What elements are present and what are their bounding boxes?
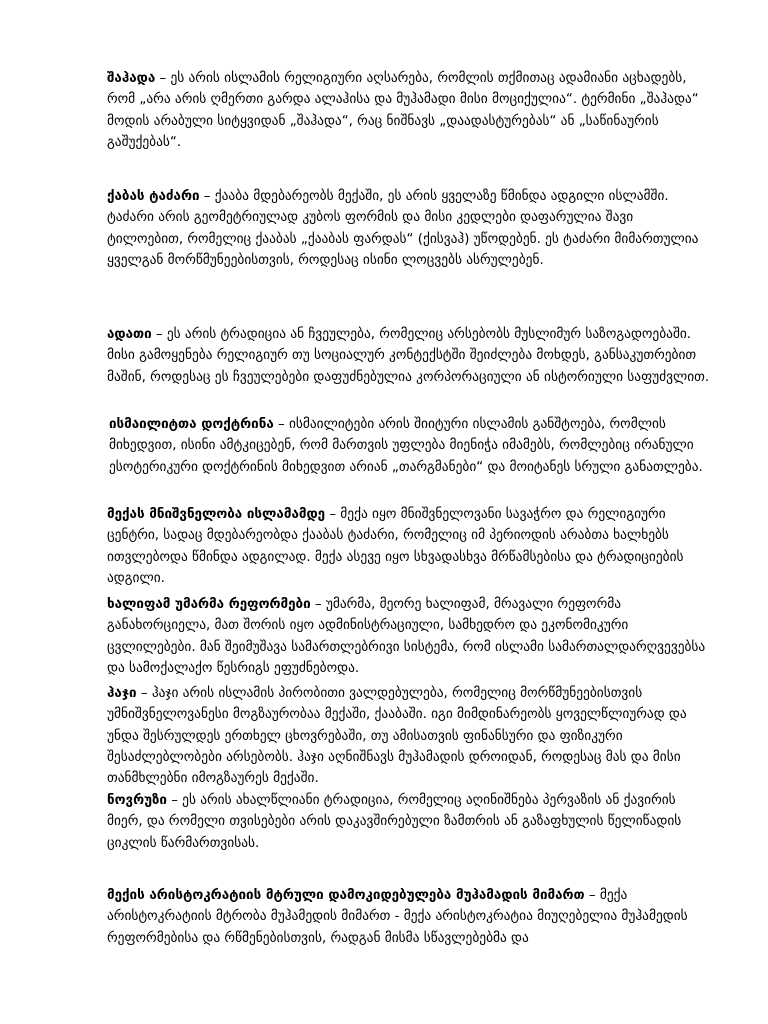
entry-mecca-before-islam bbox=[107, 504, 711, 589]
entry-shahada bbox=[107, 68, 711, 153]
entry-ismaili-doctrine bbox=[109, 414, 713, 478]
entry-term: ქაბას ტაძარი bbox=[107, 189, 200, 204]
entry-text: – ეს არის ისლამის რელიგიური აღსარება, რომლის თქმითაც ადამიანი აცხადებს, რომ „არა არის ღმერთი გარდა ალაჰისა და მუჰამადი მისი მოციქულია“. ტერმინი „შაჰადა“ მოდის არაბული სიტყვიდან „შაჰადა“, რაც ნიშნავს „დაადასტურებას“ ან „საწინაურის გაშუქებას“. bbox=[107, 71, 699, 150]
entry-term: ადათი bbox=[107, 327, 152, 342]
entry-nowruz bbox=[107, 790, 711, 854]
entry-text: – უმარმა, მეორე ხალიფამ, მრავალი რეფორმა განახორციელა, მათ შორის იყო ადმინისტრაციული, სამხედრო და ეკონომიკური ცვლილებები. მან შეიმუშავა სამართლებრივი სისტემა, რომ ისლამი სამართალდარღვევებსა და სამოქალაქო წესრიგს ეფუძნებოდა. bbox=[107, 597, 706, 676]
entry-term: ნოვრუზი bbox=[107, 793, 167, 808]
entry-term: ისმაილიტთა დოქტრინა bbox=[109, 417, 274, 432]
entry-text: – მექა არისტოკრატიის მტრობა მუჰამედის მიმართ - მექა არისტოკრატია მიუღებელია მუჰამედის რეფორმებისა და რწმენებისთვის, რადგან მისმა სწავლებებმა და bbox=[107, 888, 688, 946]
entry-term: მექის არისტოკრატიის მტრული დამოკიდებულება მუჰამადის მიმართ bbox=[107, 888, 585, 903]
entry-adat bbox=[107, 324, 711, 388]
entry-text: – ეს არის ტრადიცია ან ჩვეულება, რომელიც არსებობს მუსლიმურ საზოგადოებაში. მისი გამოყენება რელიგიურ თუ სოციალურ კონტექსტში შეიძლება მოხდეს, განსაკუთრებით მაშინ, როდესაც ეს ჩვეულებები დაფუძნებულია კორპორაციული ან ისტორიული საფუძვლით. bbox=[107, 327, 710, 385]
entry-text: – მექა იყო მნიშვნელოვანი სავაჭრო და რელიგიური ცენტრი, სადაც მდებარეობდა ქააბას ტაძარი, რომელიც იმ პერიოდის არაბთა ხალხებს ითვლებოდა წმინდა ადგილად. მექა ასევე იყო სხვადასხვა მრწამსებისა და ტრადიციების ადგილი. bbox=[107, 507, 684, 586]
entry-text: – ეს არის ახალწლიანი ტრადიცია, რომელიც აღინიშნება პერვაზის ან ქავირის მიერ, და რომელი თვისებები არის დაკავშირებული ზამთრის ან გაზაფხულის წელიწადის ციკლის წარმართვისას. bbox=[107, 793, 682, 851]
entry-term: მექას მნიშვნელობა ისლამამდე bbox=[107, 507, 326, 522]
entry-kaaba bbox=[107, 186, 711, 271]
entry-umar-reforms bbox=[107, 594, 711, 679]
entry-term: ხალიფამ უმარმა რეფორმები bbox=[107, 597, 311, 612]
entry-text: – ჰაჯი არის ისლამის პირობითი ვალდებულება, რომელიც მორწმუნეებისთვის უმნიშვნელოვანესი მოგზაურობაა მექაში, ქააბაში. იგი მიმდინარეობს ყოველწლიურად და უნდა შესრულდეს ერთხელ ცხოვრებაში, თუ ამისათვის ფინანსური და ფიზიკური შესაძლებლობები არსებობს. ჰაჯი აღნიშნავს მუჰამადის დროიდან, როდესაც მას და მისი თანმხლებნი იმოგზაურეს მექაში. bbox=[107, 686, 687, 787]
entry-text: – ისმაილიტები არის შიიტური ისლამის განშტოება, რომლის მიხედვით, ისინი ამტკიცებენ, რომ მართვის უფლება მიენიჭა იმამებს, რომლებიც ირანული ესოტერიკური დოქტრინის მიხედვით არიან „თარგმანები“ და მოიტანეს სრული განათლება. bbox=[109, 417, 703, 475]
entry-term: შაჰადა bbox=[107, 71, 156, 86]
entry-text: – ქააბა მდებარეობს მექაში, ეს არის ყველაზე წმინდა ადგილი ისლამში. ტაძარი არის გეომეტრიულად კუბოს ფორმის და მისი კედლები დაფარულია შავი ტილოებით, რომელიც ქააბას „ქააბას ფარდას“ (ქისვაჰ) უწოდებენ. ეს ტაძარი მიმართულია ყველგან მორწმუნეებისთვის, როდესაც ისინი ლოცვებს ასრულებენ. bbox=[107, 189, 699, 268]
entry-term: ჰაჯი bbox=[107, 686, 137, 701]
entry-meccan-aristocracy bbox=[107, 885, 711, 949]
entry-hajj bbox=[107, 683, 711, 789]
